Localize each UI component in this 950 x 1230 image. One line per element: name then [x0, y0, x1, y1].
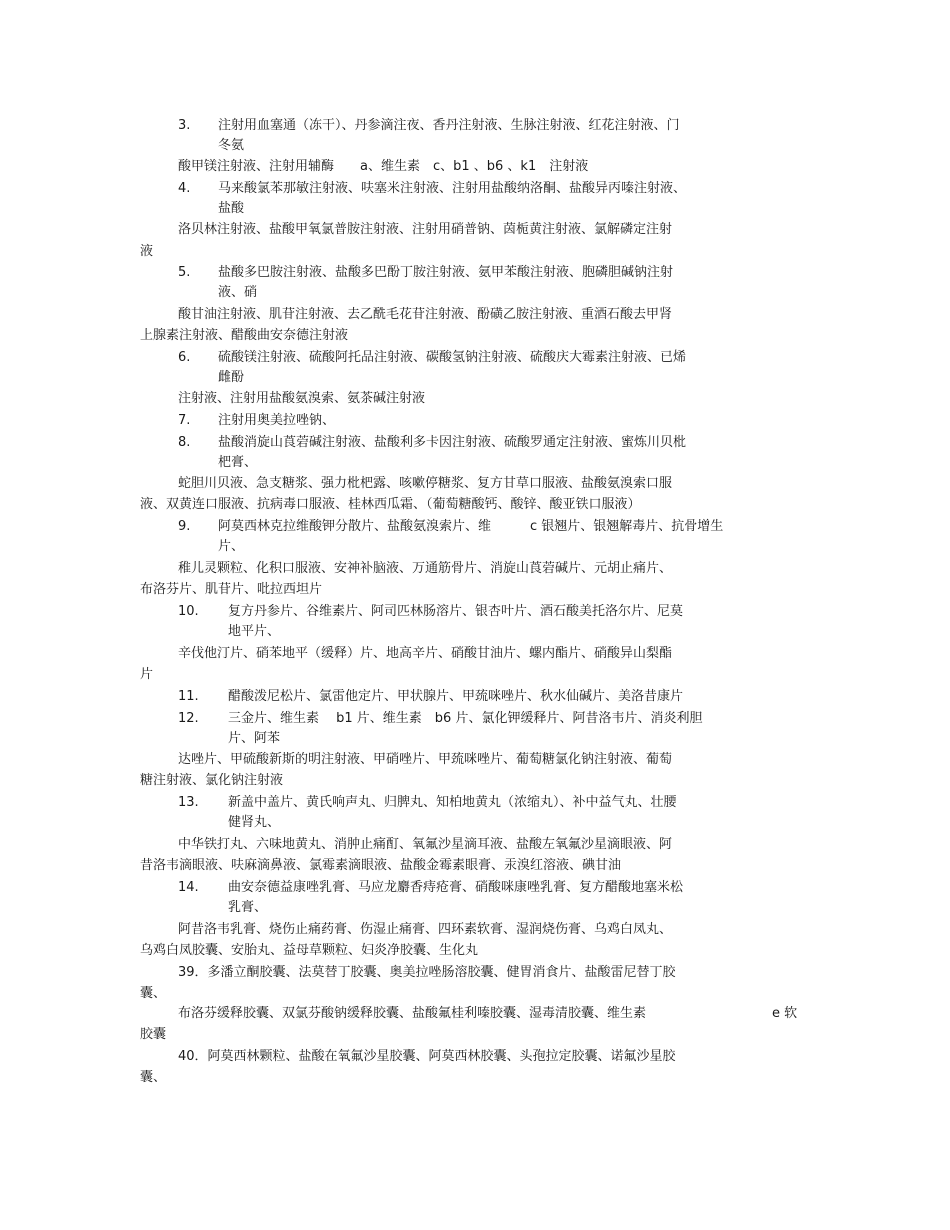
text-line: e 软: [772, 1006, 798, 1021]
text-line: 盐酸多巴胺注射液、盐酸多巴酚丁胺注射液、氨甲苯酸注射液、胞磷胆碱钠注射: [218, 265, 674, 280]
item-number: 8.: [178, 435, 191, 450]
text-line: 液、硝: [218, 285, 258, 300]
text-line: 硫酸镁注射液、硫酸阿托品注射液、碳酸氢钠注射液、硫酸庆大霉素注射液、已烯: [218, 350, 687, 365]
item-number: 5.: [178, 265, 191, 280]
item-number: 9.: [178, 519, 191, 534]
text-line: 酸甲镁注射液、注射用辅酶 a、维生素 c、b1 、b6 、k1 注射液: [178, 159, 589, 174]
text-line: 蛇胆川贝液、急支糖浆、强力枇杷露、咳嗽停糖浆、复方甘草口服液、盐酸氨溴索口服: [178, 476, 673, 491]
item-number: 14.: [178, 880, 199, 895]
text-line: 片、: [218, 539, 245, 554]
text-line: 片、阿苯: [228, 731, 281, 746]
text-line: 酸甘油注射液、肌苷注射液、去乙酰毛花苷注射液、酚磺乙胺注射液、重酒石酸去甲肾: [178, 307, 673, 322]
item-number: 4.: [178, 181, 191, 196]
text-line: 片: [140, 667, 154, 682]
text-line: 乳膏、: [228, 900, 268, 915]
text-line: 中华铁打丸、六味地黄丸、消肿止痛酊、氧氟沙星滴耳液、盐酸左氧氟沙星滴眼液、阿: [178, 837, 673, 852]
item-number: 13.: [178, 795, 199, 810]
text-line: 盐酸: [218, 201, 245, 216]
item-number: 12.: [178, 711, 199, 726]
text-line: 昔洛韦滴眼液、呋麻滴鼻液、氯霉素滴眼液、盐酸金霉素眼膏、汞溴红溶液、碘甘油: [140, 858, 622, 873]
text-line: 雌酚: [218, 370, 245, 385]
text-line: 39．多潘立酮胶囊、法莫替丁胶囊、奥美拉唑肠溶胶囊、健胃消食片、盐酸雷尼替丁胶: [178, 965, 676, 980]
text-line: 地平片、: [228, 624, 281, 639]
text-line: 曲安奈德益康唑乳膏、马应龙麝香痔疮膏、硝酸咪康唑乳膏、复方醋酸地塞米松: [228, 880, 684, 895]
text-line: 上腺素注射液、醋酸曲安奈德注射液: [140, 328, 349, 343]
text-line: 复方丹参片、谷维素片、阿司匹林肠溶片、银杏叶片、酒石酸美托洛尔片、尼莫: [228, 604, 684, 619]
text-line: 注射液、注射用盐酸氨溴索、氨茶碱注射液: [178, 391, 426, 406]
text-line: 阿莫西林克拉维酸钾分散片、盐酸氨溴索片、维 c 银翘片、银翘解毒片、抗骨增生: [218, 519, 724, 534]
text-line: 三金片、维生素 b1 片、维生素 b6 片、氯化钾缓释片、阿昔洛韦片、消炎利胆: [228, 711, 703, 726]
text-line: 糖注射液、氯化钠注射液: [140, 773, 284, 788]
text-line: 辛伐他汀片、硝苯地平（缓释）片、地高辛片、硝酸甘油片、螺内酯片、硝酸异山梨酯: [178, 646, 673, 661]
text-line: 醋酸泼尼松片、氯雷他定片、甲状腺片、甲巯咪唑片、秋水仙碱片、美洛昔康片: [228, 689, 684, 704]
text-line: 阿昔洛韦乳膏、烧伤止痛药膏、伤湿止痛膏、四环素软膏、湿润烧伤膏、乌鸡白凤丸、: [178, 922, 673, 937]
text-line: 稚儿灵颗粒、化积口服液、安神补脑液、万通筋骨片、消旋山莨菪碱片、元胡止痛片、: [178, 561, 673, 576]
text-line: 乌鸡白凤胶囊、安胎丸、益母草颗粒、妇炎净胶囊、生化丸: [140, 943, 479, 958]
text-line: 健肾丸、: [228, 815, 281, 830]
text-line: 新盖中盖片、黄氏响声丸、归脾丸、知柏地黄丸（浓缩丸）、补中益气丸、壮腰: [228, 795, 677, 810]
text-line: 胶囊: [140, 1027, 167, 1042]
text-line: 杷膏、: [218, 455, 258, 470]
text-line: 洛贝林注射液、盐酸甲氧氯普胺注射液、注射用硝普钠、茵栀黄注射液、氯解磷定注射: [178, 222, 673, 237]
text-line: 囊、: [140, 986, 167, 1001]
text-line: 马来酸氯苯那敏注射液、呋塞米注射液、注射用盐酸纳洛酮、盐酸异丙嗪注射液、: [218, 181, 687, 196]
text-line: 盐酸消旋山莨菪碱注射液、盐酸利多卡因注射液、硫酸罗通定注射液、蜜炼川贝枇: [218, 435, 687, 450]
item-number: 7.: [178, 413, 191, 428]
text-line: 达唑片、甲硫酸新斯的明注射液、甲硝唑片、甲巯咪唑片、葡萄糖氯化钠注射液、葡萄: [178, 752, 673, 767]
text-line: 注射用血塞通（冻干）、丹参滴注夜、香丹注射液、生脉注射液、红花注射液、门: [218, 118, 680, 133]
text-line: 40．阿莫西林颗粒、盐酸在氧氟沙星胶囊、阿莫西林胶囊、头孢拉定胶囊、诺氟沙星胶: [178, 1049, 676, 1064]
text-line: 布洛芬缓释胶囊、双氯芬酸钠缓释胶囊、盐酸氟桂利嗪胶囊、湿毒清胶囊、维生素: [178, 1006, 647, 1021]
text-line: 囊、: [140, 1070, 167, 1085]
item-number: 11.: [178, 689, 199, 704]
text-line: 液: [140, 244, 154, 259]
text-line: 液、双黄连口服液、抗病毒口服液、桂林西瓜霜、（葡萄糖酸钙、酸锌、酸亚铁口服液）: [140, 497, 641, 512]
item-number: 10.: [178, 604, 199, 619]
text-line: 冬氨: [218, 138, 245, 153]
item-number: 6.: [178, 350, 191, 365]
text-line: 布洛芬片、肌苷片、吡拉西坦片: [140, 582, 323, 597]
item-number: 3.: [178, 118, 191, 133]
text-line: 注射用奥美拉唑钠、: [218, 413, 336, 428]
